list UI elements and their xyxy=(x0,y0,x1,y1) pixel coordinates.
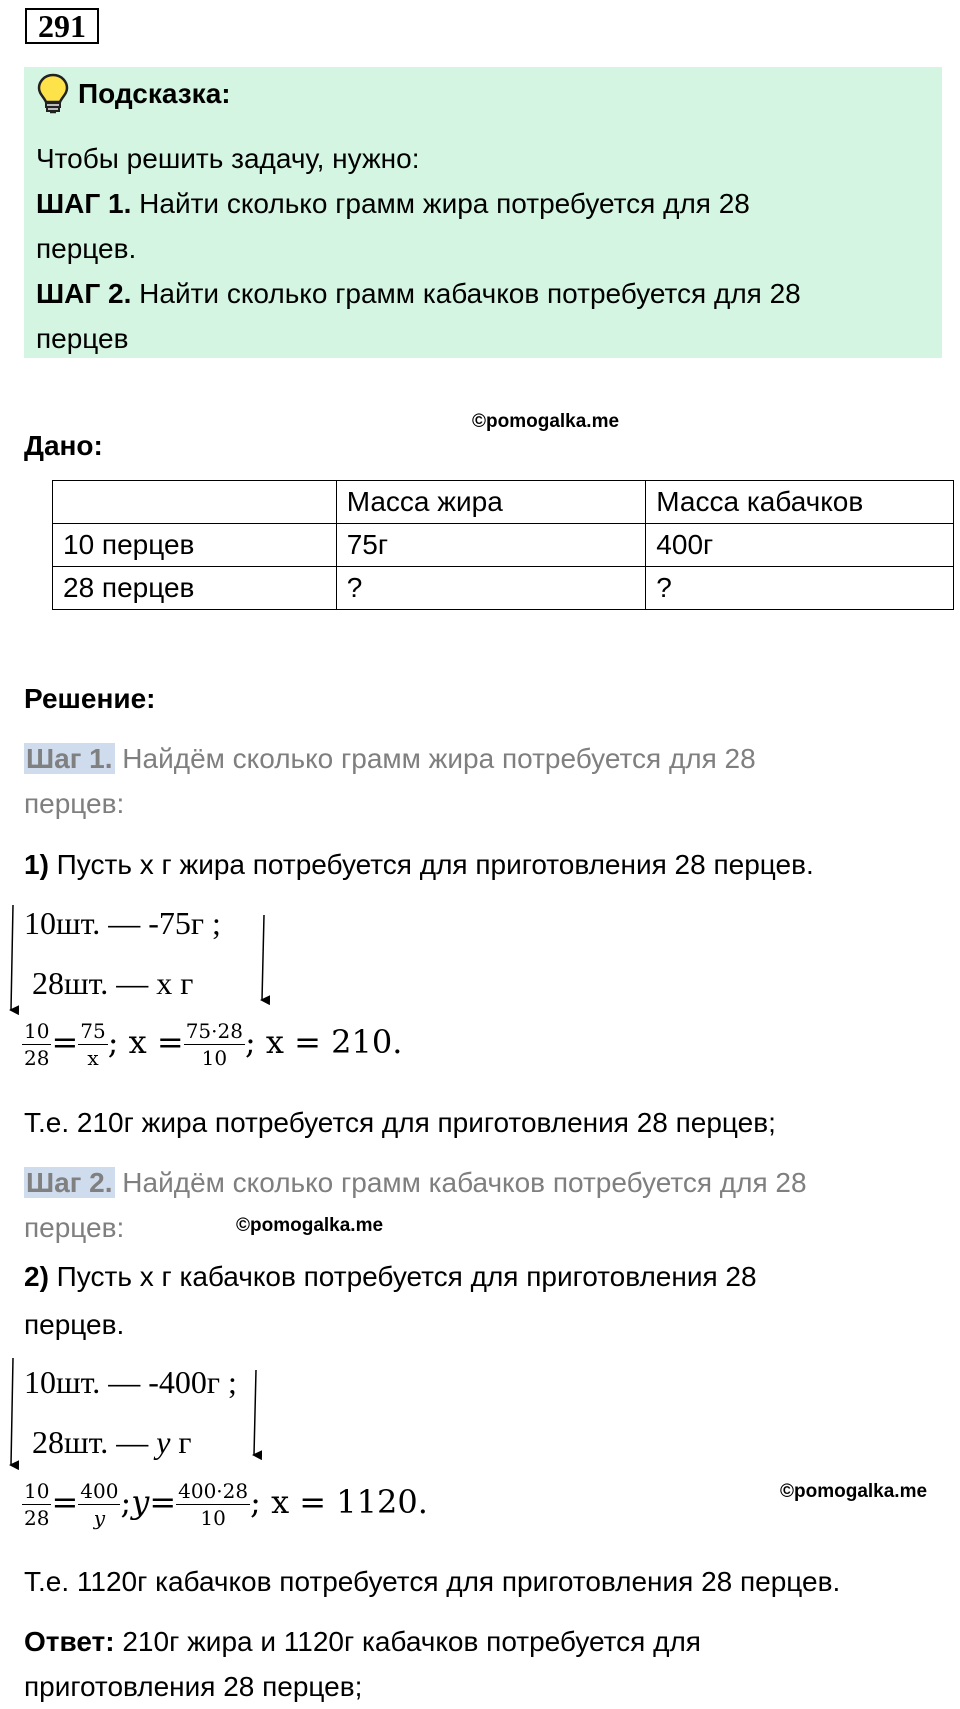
arrow-down-right-1 xyxy=(262,915,264,1000)
equation-middle: ; x = xyxy=(107,1023,184,1061)
fraction-denominator: 10 xyxy=(200,1506,226,1530)
answer-cont: приготовления 28 перцев; xyxy=(24,1671,363,1702)
step1-conclusion: Т.е. 210г жира потребуется для приготовления 28 перцев; xyxy=(24,1107,776,1138)
proportion-text: 28шт. — xyxy=(32,1424,157,1460)
step2-item-cont: перцев. xyxy=(24,1309,125,1340)
hint-step2-text: Найти сколько грамм кабачков потребуется для 28 xyxy=(131,278,801,309)
solution-step1-label: Шаг 1. xyxy=(26,743,113,774)
step2-proportion-line1: 10шт. — -400г ; xyxy=(24,1364,237,1400)
task-number: 291 xyxy=(25,8,99,44)
table-header-cell: Масса кабачков xyxy=(646,481,954,524)
fraction-numerator: 10 xyxy=(24,1479,50,1503)
hint-step1-label: ШАГ 1. xyxy=(36,188,132,219)
hint-step1-cont: перцев. xyxy=(36,233,137,264)
given-title: Дано: xyxy=(24,430,103,461)
variable: y xyxy=(131,1483,150,1521)
equals-sign: = xyxy=(149,1483,177,1521)
solution-step2-text: Найдём сколько грамм кабачков потребуется для 28 xyxy=(114,1167,807,1198)
hint-step2-label: ШАГ 2. xyxy=(36,278,132,309)
hint-intro: Чтобы решить задачу, нужно: xyxy=(36,143,420,174)
arrow-down-right-2 xyxy=(254,1370,256,1455)
answer-text: 210г жира и 1120г кабачков потребуется для xyxy=(114,1626,701,1657)
equation-result: ; x = 1120. xyxy=(250,1483,428,1521)
step2-item-text: Пусть х г кабачков потребуется для приготовления 28 xyxy=(48,1261,757,1292)
answer-label: Ответ: xyxy=(24,1626,115,1657)
proportion-variable: y xyxy=(156,1424,171,1460)
fraction-numerator: 10 xyxy=(24,1019,50,1043)
proportion-unit: г xyxy=(170,1424,192,1460)
hint-step1-text: Найти сколько грамм жира потребуется для 28 xyxy=(131,188,750,219)
table-header-cell: Масса жира xyxy=(336,481,646,524)
fraction-numerator: 400·28 xyxy=(178,1479,249,1503)
table-cell: 28 перцев xyxy=(53,567,337,610)
fraction-denominator: y xyxy=(93,1506,106,1530)
watermark: ©pomogalka.me xyxy=(472,411,620,432)
equals-sign: = xyxy=(51,1023,79,1061)
solution-step2-cont: перцев: xyxy=(24,1212,125,1243)
solution-step2-label: Шаг 2. xyxy=(26,1167,113,1198)
fraction-denominator: 28 xyxy=(24,1506,50,1530)
table-cell: ? xyxy=(646,567,954,610)
equals-sign: = xyxy=(51,1483,79,1521)
step1-item-text: Пусть х г жира потребуется для приготовления 28 перцев. xyxy=(48,849,814,880)
fraction-denominator: 10 xyxy=(201,1046,228,1070)
step1-item-num: 1) xyxy=(24,849,49,880)
hint-title: Подсказка: xyxy=(78,78,231,109)
solution-step1-text: Найдём сколько грамм жира потребуется для 28 xyxy=(114,743,756,774)
solution-title: Решение: xyxy=(24,683,156,714)
arrow-down-left-1 xyxy=(11,905,13,1010)
fraction-numerator: 75 xyxy=(80,1019,106,1043)
solution-step1-cont: перцев: xyxy=(24,788,125,819)
equation-result: ; x = 210. xyxy=(244,1023,403,1061)
hint-step2-cont: перцев xyxy=(36,323,129,354)
step1-proportion-line2: 28шт. — x г xyxy=(32,965,194,1001)
step2-item-num: 2) xyxy=(24,1261,49,1292)
step2-conclusion: Т.е. 1120г кабачков потребуется для приготовления 28 перцев. xyxy=(24,1566,841,1597)
fraction-denominator: x xyxy=(87,1046,99,1070)
table-cell: 400г xyxy=(646,524,954,567)
table-cell: ? xyxy=(336,567,646,610)
watermark: ©pomogalka.me xyxy=(236,1215,384,1236)
fraction-numerator: 400 xyxy=(80,1479,119,1503)
fraction-numerator: 75·28 xyxy=(185,1019,243,1043)
table-cell: 10 перцев xyxy=(53,524,337,567)
fraction-denominator: 28 xyxy=(24,1046,50,1070)
table-cell: 75г xyxy=(336,524,646,567)
step1-proportion-line1: 10шт. — -75г ; xyxy=(24,905,221,941)
separator: ; xyxy=(120,1483,132,1521)
watermark: ©pomogalka.me xyxy=(780,1481,928,1502)
arrow-down-left-2 xyxy=(11,1358,13,1465)
